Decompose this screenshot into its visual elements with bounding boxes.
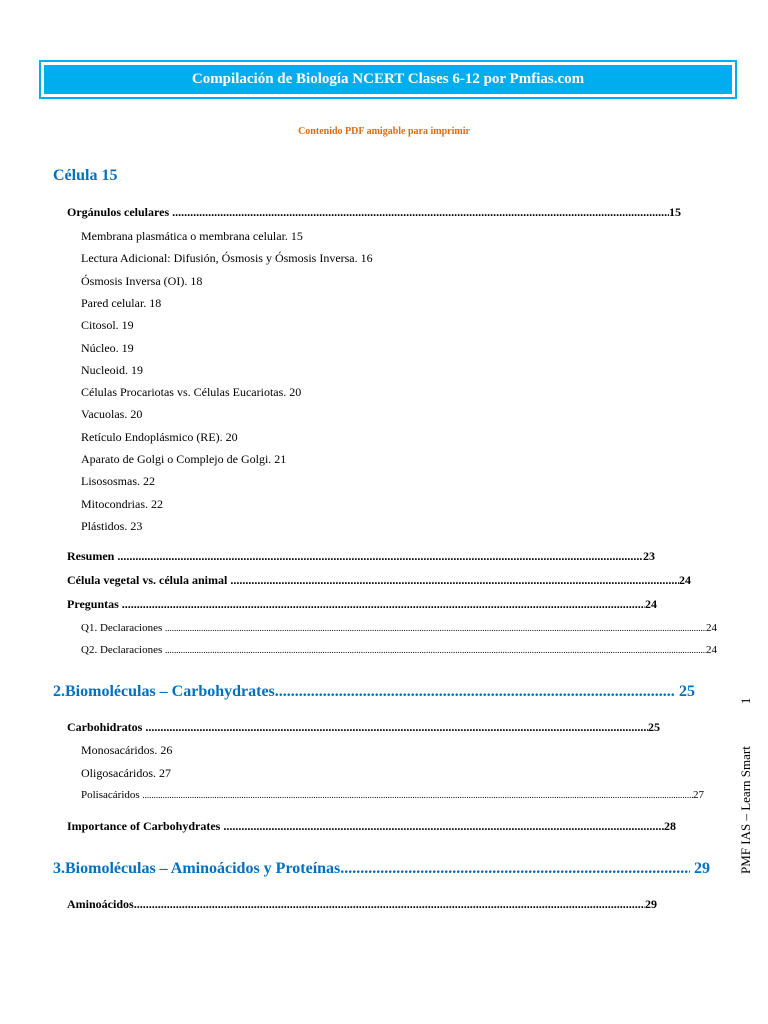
toc-entry-aminoacidos[interactable]: [67, 897, 657, 912]
chapter-page: 29: [694, 860, 710, 877]
toc-entry-page: 24: [706, 622, 717, 634]
dot-leader: [230, 573, 679, 588]
dot-leader: [165, 623, 706, 633]
toc-entry-organulos[interactable]: [67, 205, 681, 220]
dot-leader: [223, 819, 664, 834]
toc-item[interactable]: Membrana plasmática o membrana celular. 15: [81, 229, 303, 243]
side-brand: PMF IAS – Learn Smart: [738, 746, 753, 874]
toc-item[interactable]: Células Procariotas vs. Células Eucariotas. 20: [81, 385, 302, 399]
subtitle: Contenido PDF amigable para imprimir: [298, 126, 470, 137]
toc-item[interactable]: Retículo Endoplásmico (RE). 20: [81, 430, 238, 444]
chapter-page: 25: [679, 683, 695, 700]
toc-entry-label: Q1. Declaraciones: [81, 622, 163, 634]
toc-entry-label: Resumen: [67, 549, 115, 563]
toc-entry-label: Importance of Carbohydrates: [67, 819, 221, 833]
chapter-1-title[interactable]: Célula 15: [53, 167, 118, 184]
dot-leader: [145, 720, 648, 735]
dot-leader: [275, 683, 675, 701]
toc-item[interactable]: Ósmosis Inversa (OI). 18: [81, 274, 203, 288]
toc-entry-page: 24: [706, 644, 717, 656]
toc-entry-celula-vegetal[interactable]: [67, 573, 691, 588]
toc-entry-label: Orgánulos celulares: [67, 205, 170, 219]
page-number: 1: [738, 697, 753, 705]
toc-item[interactable]: Aparato de Golgi o Complejo de Golgi. 21: [81, 452, 287, 466]
toc-item[interactable]: Citosol. 19: [81, 318, 134, 332]
dot-leader: [134, 897, 645, 912]
toc-entry-page: 24: [645, 597, 657, 611]
toc-entry-q2[interactable]: [81, 644, 717, 656]
toc-item[interactable]: Vacuolas. 20: [81, 407, 143, 421]
toc-entry-page: 29: [645, 897, 657, 911]
dot-leader: [340, 860, 690, 878]
toc-entry-page: 23: [643, 549, 655, 563]
toc-entry-label: Q2. Declaraciones: [81, 644, 163, 656]
dot-leader: [142, 790, 693, 800]
toc-item[interactable]: Plástidos. 23: [81, 519, 143, 533]
toc-item[interactable]: Mitocondrias. 22: [81, 497, 163, 511]
toc-item[interactable]: Nucleoid. 19: [81, 363, 143, 377]
chapter-2-entry[interactable]: [53, 683, 695, 701]
toc-item[interactable]: Monosacáridos. 26: [81, 743, 173, 757]
dot-leader: [117, 549, 643, 564]
toc-entry-polisacaridos[interactable]: [81, 789, 704, 801]
toc-entry-page: 27: [693, 789, 704, 801]
toc-entry-q1[interactable]: [81, 622, 717, 634]
chapter-number: 3.: [53, 860, 65, 877]
toc-entry-label: Aminoácidos: [67, 897, 134, 911]
toc-item[interactable]: Lisososmas. 22: [81, 474, 156, 488]
toc-item[interactable]: Núcleo. 19: [81, 341, 134, 355]
dot-leader: [172, 205, 669, 220]
toc-entry-label: Polisacáridos: [81, 789, 140, 801]
toc-entry-label: Célula vegetal vs. célula animal: [67, 573, 228, 587]
chapter-3-entry[interactable]: [53, 860, 710, 878]
toc-item[interactable]: Lectura Adicional: Difusión, Ósmosis y Ósmosis Inversa. 16: [81, 251, 373, 265]
toc-entry-page: 28: [664, 819, 676, 833]
chapter-title: Biomoléculas – Aminoácidos y Proteínas: [65, 860, 341, 877]
dot-leader: [165, 645, 706, 655]
banner-title: Compilación de Biología NCERT Clases 6-12 por Pmfias.com: [44, 65, 732, 94]
toc-entry-importance[interactable]: [67, 819, 676, 834]
toc-entry-resumen[interactable]: [67, 549, 655, 564]
toc-entry-preguntas[interactable]: [67, 597, 657, 612]
chapter-title: Biomoléculas – Carbohydrates: [65, 683, 275, 700]
toc-entry-label: Carbohidratos: [67, 720, 143, 734]
toc-entry-page: 25: [648, 720, 660, 734]
side-footer: [738, 674, 754, 874]
toc-entry-label: Preguntas: [67, 597, 119, 611]
title-banner: [39, 60, 737, 99]
chapter-number: 2.: [53, 683, 65, 700]
toc-entry-page: 24: [679, 573, 691, 587]
toc-entry-page: 15: [669, 205, 681, 219]
toc-item[interactable]: Pared celular. 18: [81, 296, 162, 310]
toc-entry-carbohidratos[interactable]: [67, 720, 660, 735]
dot-leader: [122, 597, 645, 612]
toc-item[interactable]: Oligosacáridos. 27: [81, 766, 171, 780]
